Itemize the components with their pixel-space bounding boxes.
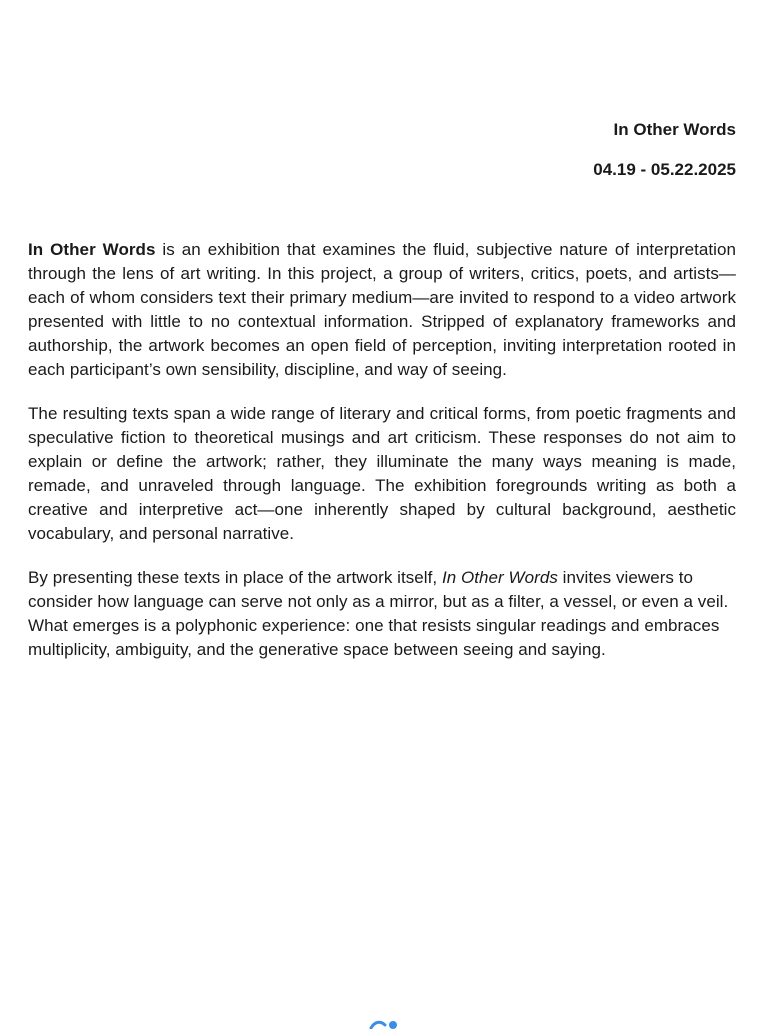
document-header [593,118,736,182]
closing-text-before: By presenting these texts in place of the artwork itself, [28,568,442,587]
intro-bold-title: In Other Words [28,240,156,259]
paragraph-intro [28,238,736,382]
exhibition-title: In Other Words [613,120,736,139]
exhibition-dates: 04.19 - 05.22.2025 [593,160,736,179]
paragraph-forms [28,402,736,546]
paragraph-closing [28,566,736,662]
closing-text-after: invites viewers to consider how language can serve not only as a mirror, but as a filter, a vessel, or even a veil. What emerges is a polyphonic experience: one that resists singular readings and embraces multiplicity, ambiguity, and the generative space between seeing and saying. [28,568,729,659]
closing-italic-title: In Other Words [441,568,558,587]
forms-text: The resulting texts span a wide range of literary and critical forms, from poetic fragments and speculative fiction to theoretical musings and art criticism. These responses do not aim to explain or define the artwork; rather, they illuminate the many ways meaning is made, remade, and unraveled through language. The exhibition foregrounds writing as both a creative and interpretive act—one inherently shaped by cultural background, aesthetic vocabulary, and personal narrative. [28,404,736,543]
intro-text: is an exhibition that examines the fluid, subjective nature of interpretation through the lens of art writing. In this project, a group of writers, critics, poets, and artists—each of whom considers text their primary medium—are invited to respond to a video artwork presented with little to no contextual information. Stripped of explanatory frameworks and authorship, the artwork becomes an open field of perception, inviting interpretation rooted in each participant’s own sensibility, discipline, and way of seeing. [28,240,736,379]
partial-icon [369,1019,403,1029]
document-body [28,238,736,682]
